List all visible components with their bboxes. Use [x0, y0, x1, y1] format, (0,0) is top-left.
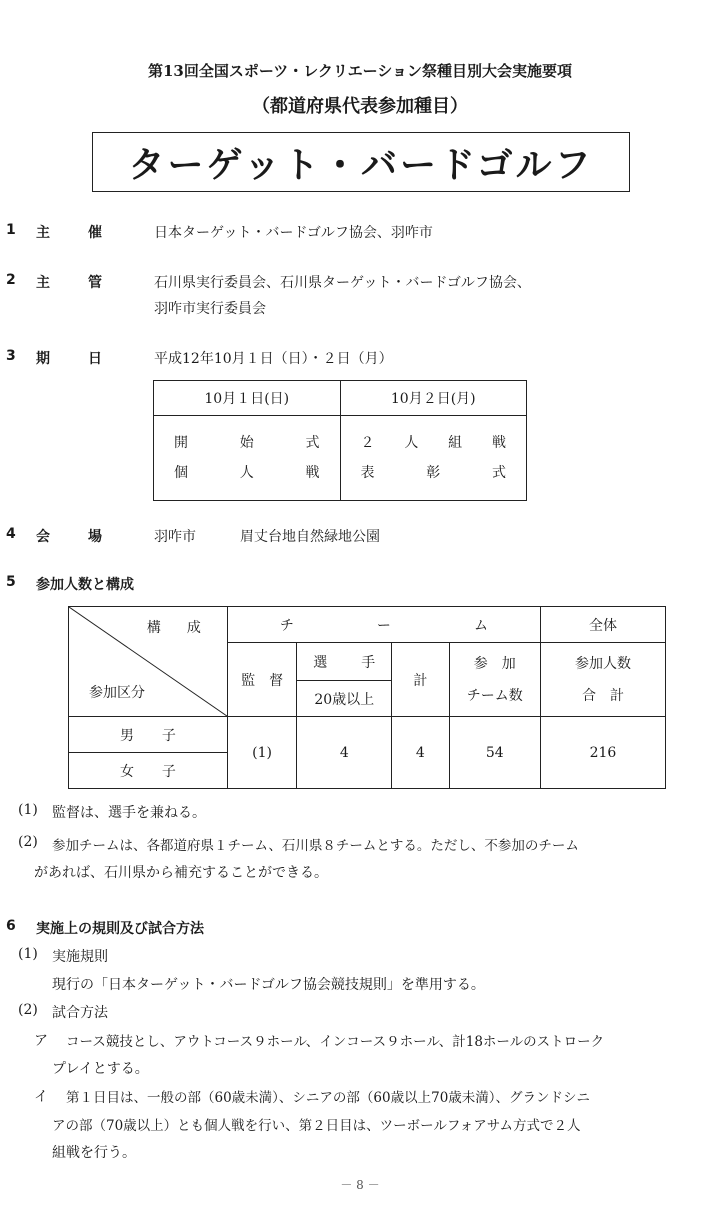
item-a-line1: コース競技とし、アウトコース９ホール、インコース９ホール、計18ホールのストローク: [66, 1034, 605, 1050]
player-header: 選 手: [297, 643, 392, 681]
note-1-mark: (1): [18, 802, 38, 818]
sub2-title: 試合方法: [52, 1005, 108, 1021]
team-count-header: 参 加 チーム数: [449, 643, 540, 717]
total-header: 計: [392, 643, 449, 717]
event-pairs: ２ 人 組 戦: [360, 435, 506, 451]
section-2-number: 2: [6, 272, 16, 288]
whole-header: 全 体: [540, 607, 665, 643]
page-title: ターゲット・バードゴルフ: [128, 144, 594, 186]
note-2-continuation: があれば、石川県から補充することができる。: [34, 865, 328, 881]
section-2-label: 主 管: [36, 275, 102, 291]
section-5-number: 5: [6, 574, 16, 590]
sub1-mark: (1): [18, 946, 38, 962]
item-i-line1: 第１日目は、一般の部（60歳未満）、シニアの部（60歳以上70歳未満）、グランドシニ: [66, 1090, 591, 1106]
event-opening-ceremony: 開 始 式: [174, 435, 320, 451]
row-male-label: 男 子: [69, 717, 228, 753]
section-4-city: 羽咋市: [154, 529, 196, 545]
item-a-line2: プレイとする。: [52, 1061, 149, 1077]
value-player: 4: [297, 717, 392, 789]
sub1-title: 実施規則: [52, 949, 108, 965]
header-category: （都道府県代表参加種目）: [252, 96, 468, 117]
team-header: チ ー ム: [227, 607, 540, 643]
player-age-header: 20歳以上: [297, 681, 392, 717]
schedule-day2-header: 10月２日(月): [340, 381, 527, 416]
diag-top-label: 構 成: [146, 620, 207, 636]
section-4-number: 4: [6, 526, 16, 542]
schedule-table: [153, 380, 527, 501]
supervisor-header: 監 督: [227, 643, 296, 717]
event-individual: 個 人 戦: [174, 465, 320, 481]
diag-bottom-label: 参加区分: [89, 685, 145, 701]
note-2-mark: (2): [18, 834, 38, 850]
diagonal-header-cell: [69, 607, 228, 717]
event-award-ceremony: 表 彰 式: [360, 465, 506, 481]
section-3-label: 期 日: [36, 351, 102, 367]
schedule-day1-events: [154, 416, 341, 501]
item-i-line2: アの部（70歳以上）とも個人戦を行い、第２日目は、ツーボールフォアサム方式で２人: [52, 1118, 581, 1134]
sub2-mark: (2): [18, 1002, 38, 1018]
row-female-label: 女 子: [69, 753, 228, 789]
section-3-text: 平成12年10月１日（日）・２日（月）: [154, 351, 393, 367]
schedule-day2-events: [340, 416, 527, 501]
value-people: 216: [540, 717, 665, 789]
section-4-label: 会 場: [36, 529, 102, 545]
value-supervisor: (1): [227, 717, 296, 789]
schedule-day1-header: 10月１日(日): [154, 381, 341, 416]
page-number: － 8 －: [340, 1178, 380, 1192]
section-2-line2: 羽咋市実行委員会: [154, 301, 266, 317]
header-subtitle: 第13回全国スポーツ・レクリエーション祭種目別大会実施要項: [147, 62, 573, 80]
section-6-number: 6: [6, 918, 16, 934]
section-4-venue: 眉丈台地自然緑地公園: [240, 529, 380, 545]
item-i-line3: 組戦を行う。: [52, 1145, 136, 1161]
section-5-title: 参加人数と構成: [36, 577, 134, 593]
people-total-header: 参加人数 合 計: [540, 643, 665, 717]
section-1-text: 日本ターゲット・バードゴルフ協会、羽咋市: [154, 225, 433, 241]
title-box: [92, 132, 630, 192]
section-6-title: 実施上の規則及び試合方法: [36, 921, 204, 937]
section-3-number: 3: [6, 348, 16, 364]
participants-table: [68, 606, 666, 789]
note-2-text: 参加チームは、各都道府県１チーム、石川県８チームとする。ただし、不参加のチーム: [52, 838, 579, 854]
item-a-mark: ア: [34, 1033, 48, 1049]
section-2-line1: 石川県実行委員会、石川県ターゲット・バードゴルフ協会、: [154, 275, 531, 291]
section-1-number: 1: [6, 222, 16, 238]
value-total: 4: [392, 717, 449, 789]
note-1-text: 監督は、選手を兼ねる。: [52, 805, 206, 821]
item-i-mark: イ: [34, 1089, 48, 1105]
value-teams: 54: [449, 717, 540, 789]
sub1-text: 現行の「日本ターゲット・バードゴルフ協会競技規則」を準用する。: [52, 977, 485, 993]
section-1-label: 主 催: [36, 225, 102, 241]
